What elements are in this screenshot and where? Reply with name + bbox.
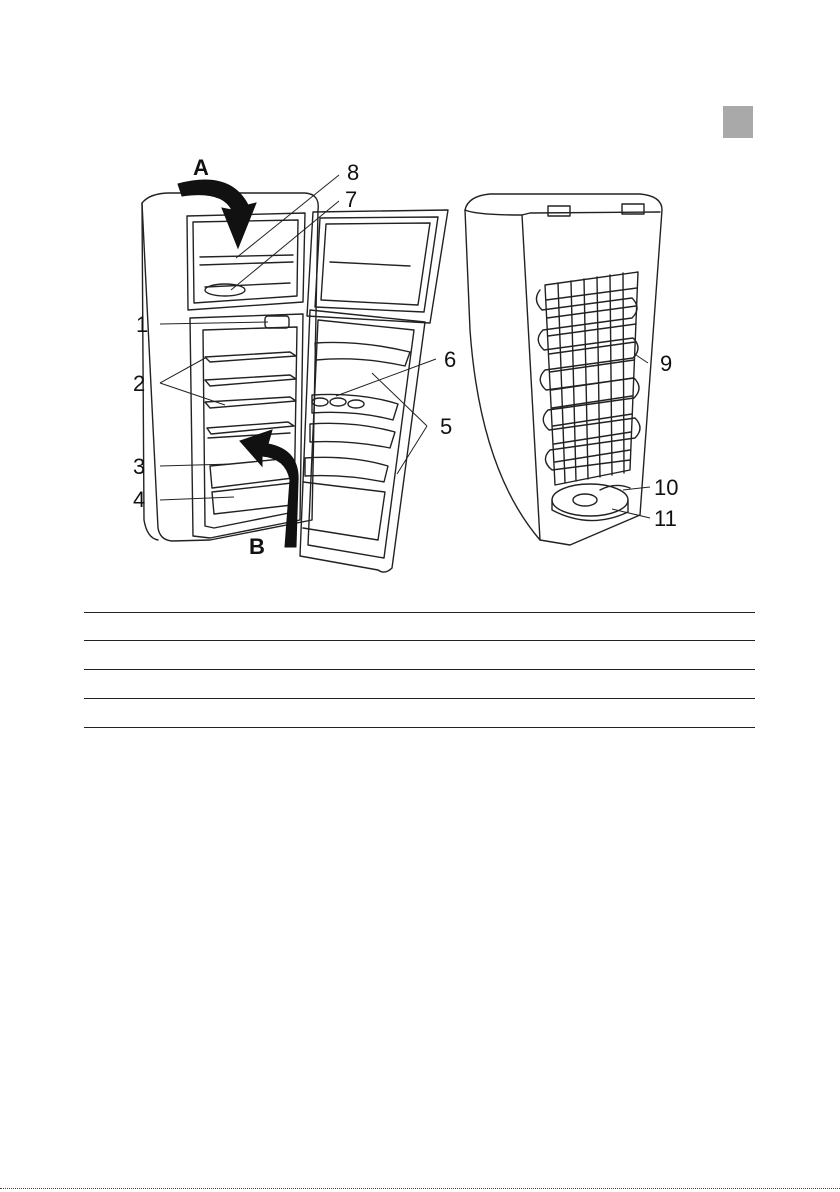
- callout-11: 11: [654, 506, 677, 531]
- callout-7: 7: [345, 187, 358, 212]
- callout-4: 4: [133, 487, 146, 512]
- callout-1: 1: [136, 312, 149, 337]
- legend-table-rule: [84, 698, 755, 699]
- callout-10: 10: [654, 475, 679, 500]
- arrow-a-icon: [178, 180, 256, 248]
- callout-5: 5: [440, 414, 453, 439]
- callout-8: 8: [347, 160, 360, 185]
- arrow-label-a: A: [193, 155, 209, 180]
- rear-fridge-drawing: [465, 194, 662, 545]
- arrow-label-b: B: [249, 534, 265, 559]
- page-bottom-edge: [0, 1188, 840, 1189]
- legend-table-rule: [84, 640, 755, 641]
- callout-6: 6: [444, 347, 457, 372]
- callout-9: 9: [660, 351, 673, 376]
- callout-2: 2: [133, 371, 146, 396]
- callout-3: 3: [133, 454, 146, 479]
- legend-table-rule: [84, 612, 755, 613]
- legend-table-rule: [84, 669, 755, 670]
- legend-table-rule: [84, 727, 755, 728]
